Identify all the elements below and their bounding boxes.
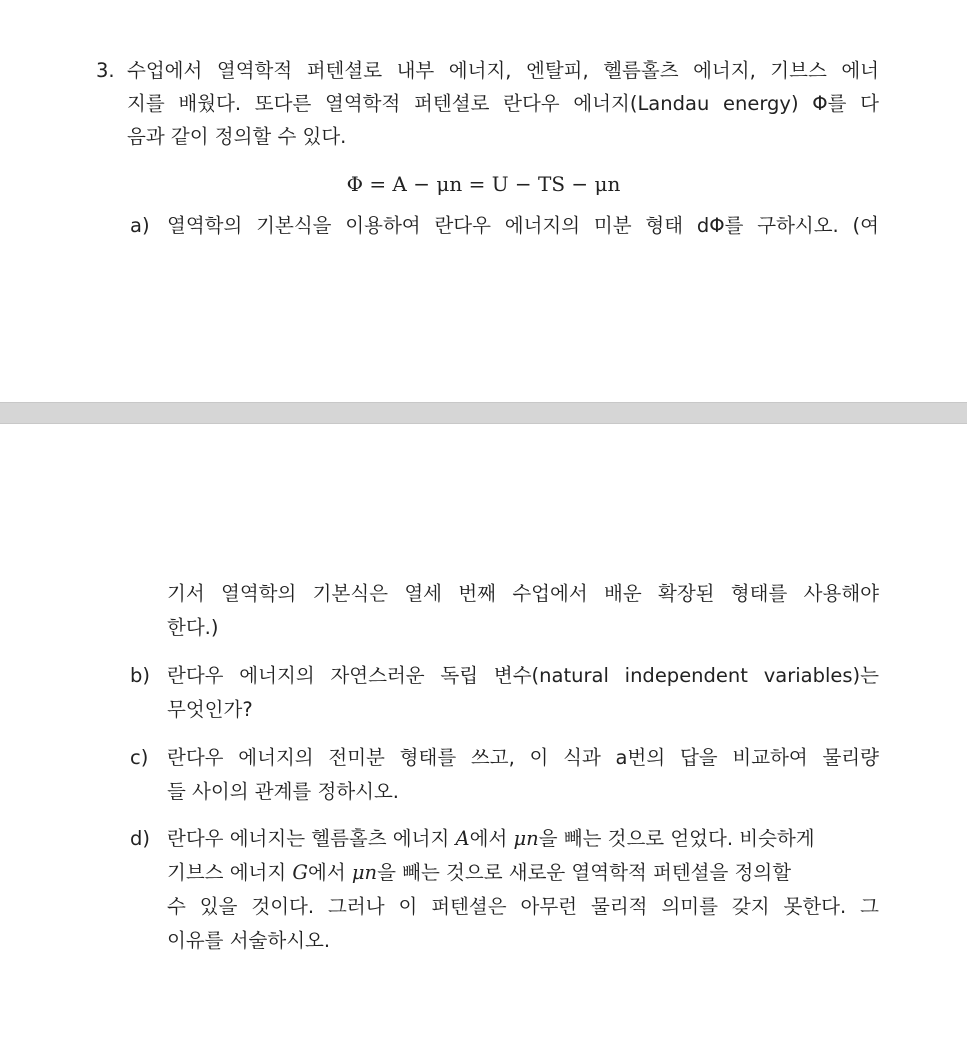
part-c-line-2: 들 사이의 관계를 정하시오. [167, 780, 400, 803]
landau-energy-equation: Φ = A − μn = U − TS − μn [346, 172, 621, 196]
part-d-line-1-text-b: 에서 [469, 827, 514, 850]
helmholtz-symbol: A [455, 827, 470, 850]
part-d-line-2-text-c: 을 빼는 것으로 새로운 열역학적 퍼텐셜을 정의할 [377, 861, 792, 884]
part-d-line-1-text-a: 란다우 에너지는 헬름홀츠 에너지 [167, 827, 456, 850]
page-break-divider [0, 402, 967, 424]
part-a-line-3: 한다.) [167, 616, 219, 639]
part-d-line-1-text-c: 을 빼는 것으로 얻었다. 비슷하게 [538, 827, 815, 850]
mu-n-symbol: μn [513, 827, 539, 850]
problem-intro-line-3: 음과 같이 정의할 수 있다. [127, 125, 347, 148]
mu-n-symbol-2: μn [351, 861, 378, 884]
document-page-upper [0, 0, 967, 402]
part-d-line-2-text-b: 에서 [308, 861, 352, 884]
part-d-line-2 [167, 860, 879, 886]
part-d-line-2-text-a: 기브스 에너지 [167, 861, 293, 884]
part-b-line-2: 무엇인가? [167, 698, 253, 721]
part-d-marker: d) [130, 827, 150, 850]
part-b-line-1: 란다우 에너지의 자연스러운 독립 변수(natural independent variables)는 [167, 664, 879, 687]
problem-number: 3. [96, 59, 115, 82]
part-a-marker: a) [130, 214, 150, 237]
part-d-line-4: 이유를 서술하시오. [167, 929, 331, 952]
gibbs-symbol: G [292, 861, 308, 884]
document-page-lower [0, 424, 967, 1056]
part-b-marker: b) [130, 664, 150, 687]
problem-intro-line-2: 지를 배웠다. 또다른 열역학적 퍼텐셜로 란다우 에너지(Landau energy) Φ를 다 [127, 92, 879, 115]
part-c-marker: c) [130, 746, 149, 769]
part-d-line-1 [167, 826, 879, 852]
part-a-line-2: 기서 열역학의 기본식은 열세 번째 수업에서 배운 확장된 형태를 사용해야 [167, 582, 879, 605]
part-d-line-3: 수 있을 것이다. 그러나 이 퍼텐셜은 아무런 물리적 의미를 갖지 못한다. 그 [167, 895, 879, 918]
part-a-line-1: 열역학의 기본식을 이용하여 란다우 에너지의 미분 형태 dΦ를 구하시오. (여 [167, 214, 879, 237]
part-c-line-1: 란다우 에너지의 전미분 형태를 쓰고, 이 식과 a번의 답을 비교하여 물리량 [167, 746, 879, 769]
problem-intro-line-1: 수업에서 열역학적 퍼텐셜로 내부 에너지, 엔탈피, 헬름홀츠 에너지, 기브스 에너 [127, 59, 879, 82]
